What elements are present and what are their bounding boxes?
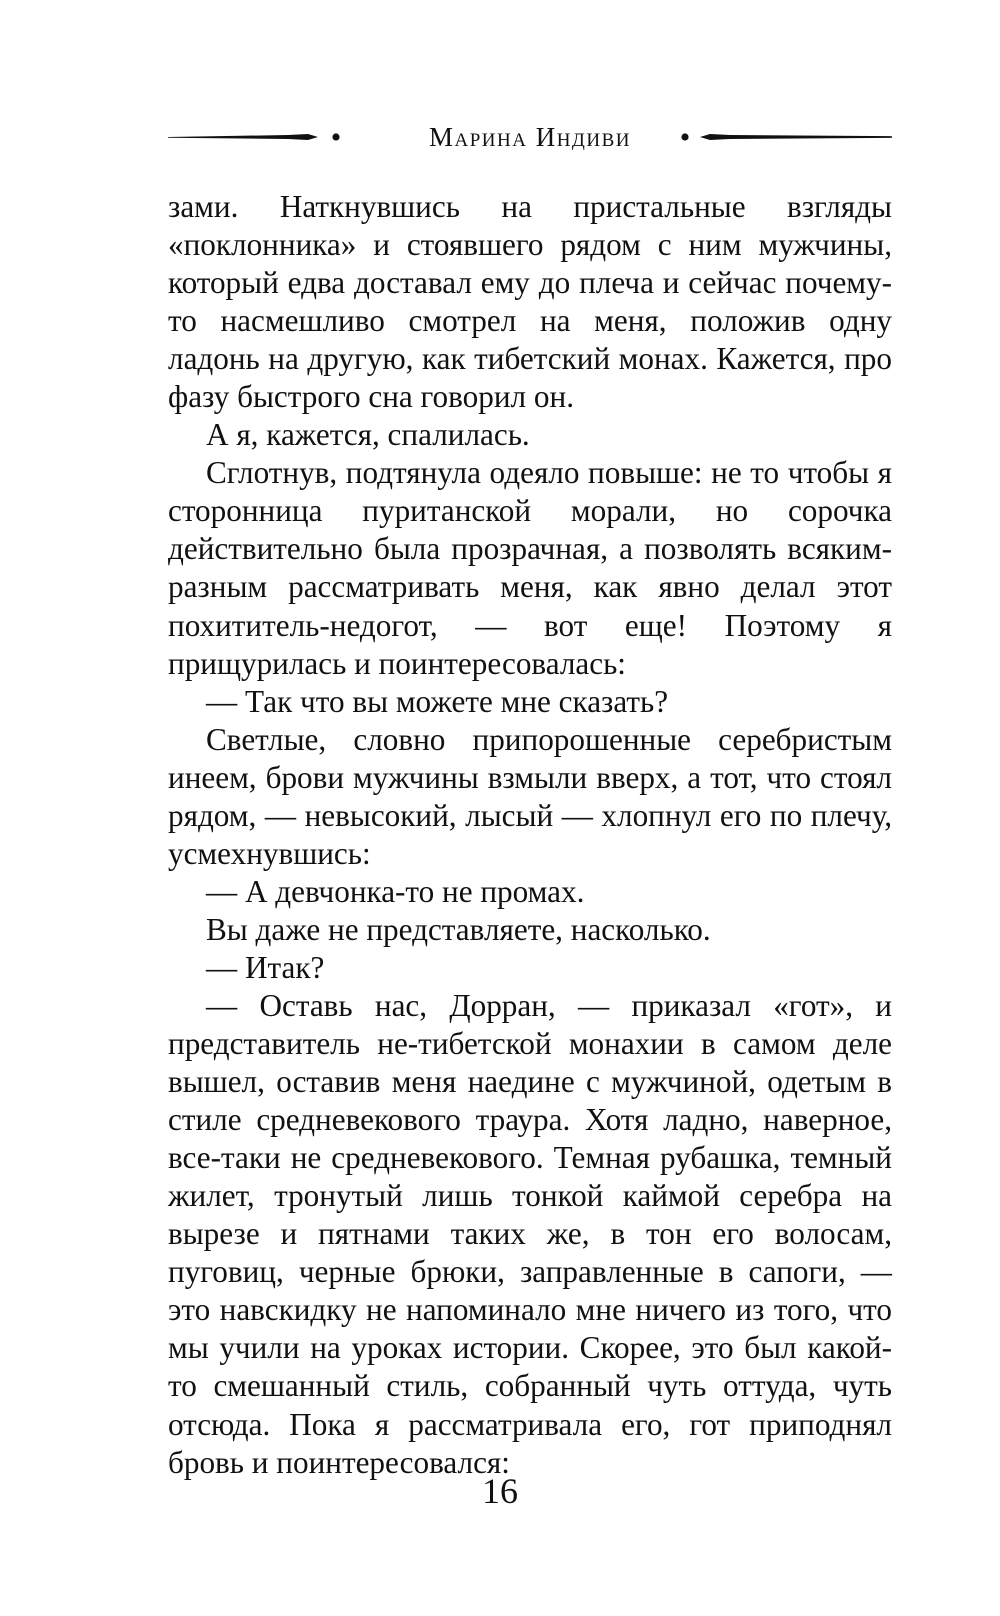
paragraph: Вы даже не представляете, насколько. [206, 911, 711, 947]
paragraph: Светлые, словно припорошенные серебристым инеем, брови мужчины взмыли вверх, а тот, что стоял рядом, — невысокий, лысый — хлопнул его по плечу, усмехнувшись: [168, 721, 892, 871]
paragraph: Сглотнув, подтянула одеяло повыше: не то чтобы я сторонница пуританской морали, но сорочка действительно была прозрачная, а позволять всяким-разным рассматривать меня, как явно делал этот похититель-недогот, — вот еще! Поэтому я прищурилась и поинтересовалась: [168, 455, 892, 681]
paragraph: А я, кажется, спалилась. [206, 417, 530, 453]
dialogue-line: — Так что вы можете мне сказать? [206, 683, 669, 719]
dialogue-line: — Итак? [206, 949, 325, 985]
paragraph: зами. Наткнувшись на пристальные взгляды «поклонника» и стоявшего рядом с ним мужчины, который едва доставал ему до плеча и сейчас почему-то насмешливо смотрел на меня, положив одну ладонь на другую, как тибетский монах. Кажется, про фазу быстрого сна говорил он. [168, 189, 892, 415]
dialogue-line: — А девчонка-то не промах. [206, 873, 585, 909]
paragraph: — Оставь нас, Дорран, — приказал «гот», и представитель не-тибетской монахии в самом деле вышел, оставив меня наедине с мужчиной, одетым в стиле средневекового траура. Хотя ладно, наверное, все-таки не средневекового. Темная рубашка, темный жилет, тронутый лишь тонкой каймой серебра на вырезе и пятнами таких же, в тон его волосам, пуговиц, черные брюки, заправленные в сапоги, — это навскидку не напоминало мне ничего из того, что мы учили на уроках истории. Скорее, это был какой-то смешанный стиль, собранный чуть оттуда, чуть отсюда. Пока я рассматривала его, гот приподнял бровь и поинтересовался: [168, 987, 892, 1480]
body-text [168, 188, 892, 1482]
running-title: Марина Индиви [428, 122, 631, 152]
running-header [168, 118, 892, 158]
page-number: 16 [482, 1471, 518, 1511]
